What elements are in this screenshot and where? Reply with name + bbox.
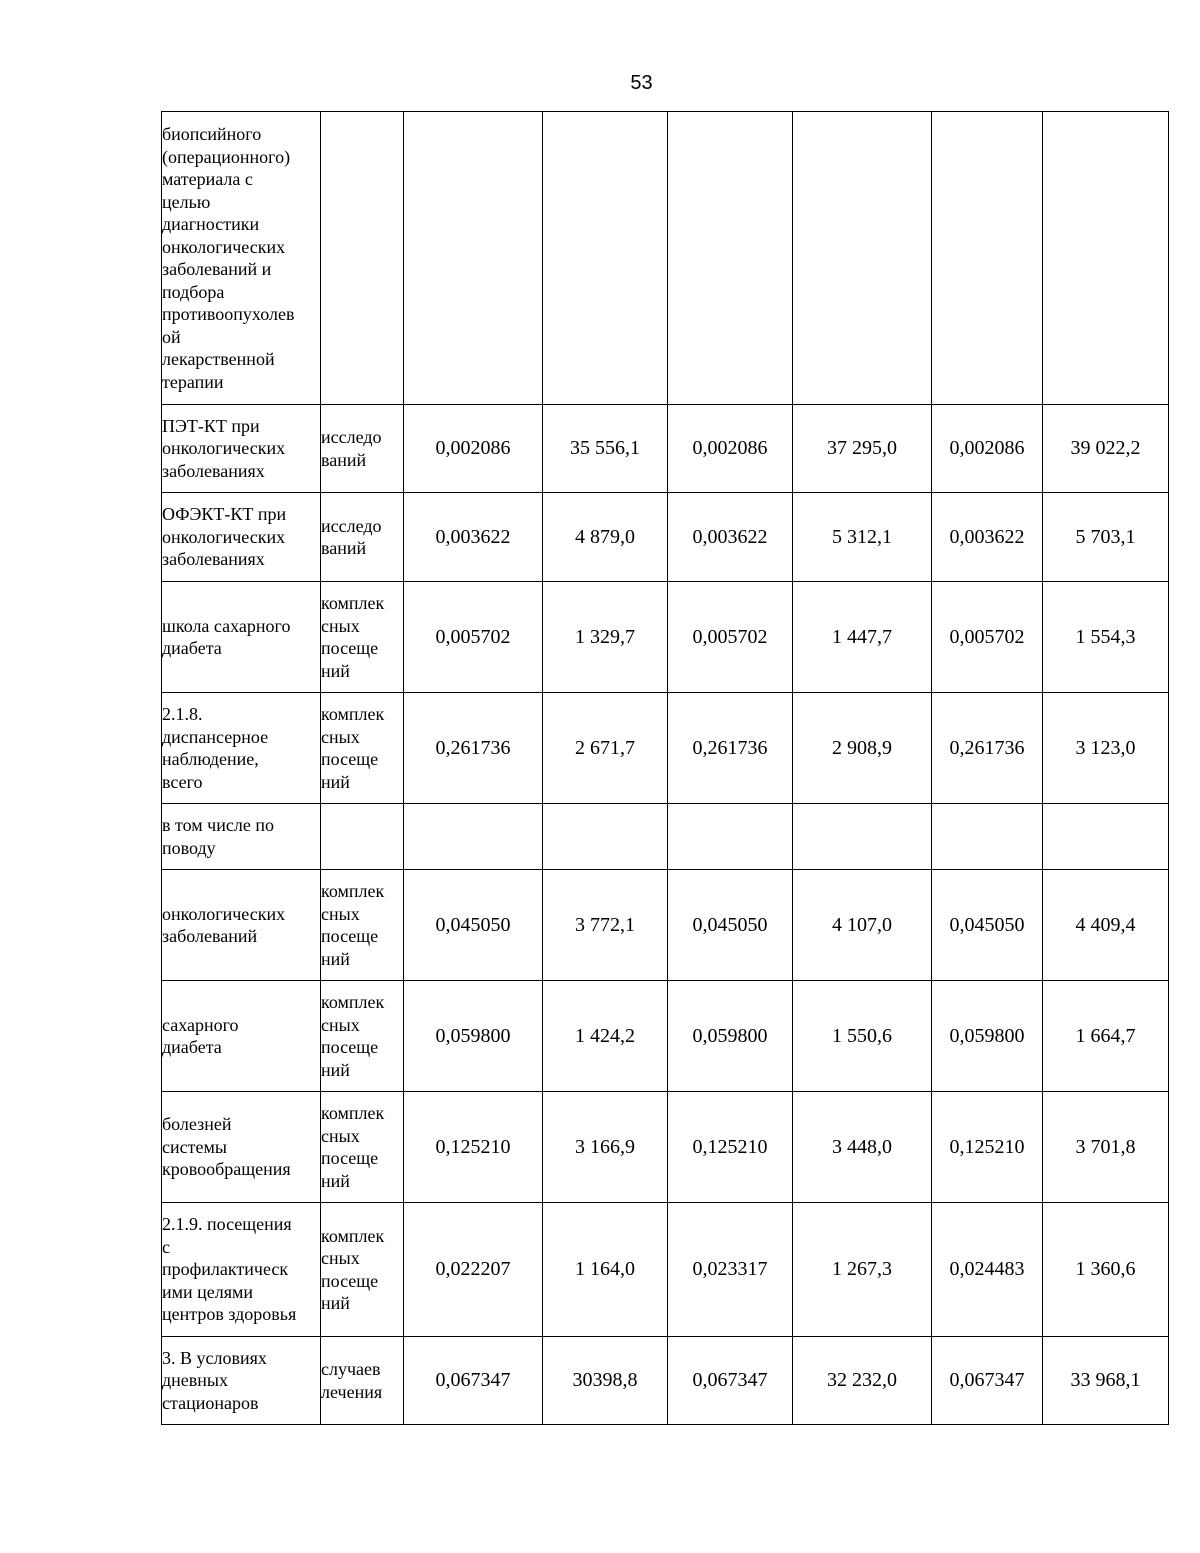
value-cell: 37 295,0 [793,405,932,493]
value-cell [932,804,1043,870]
value-cell: 0,261736 [404,693,543,804]
row-label-cell [162,1203,321,1337]
row-unit: комплек сных посеще ний [321,881,385,969]
value-cell: 35 556,1 [543,405,668,493]
unit-cell [321,981,404,1092]
unit-cell [321,870,404,981]
value-cell: 0,045050 [668,870,793,981]
value-cell: 3 123,0 [1043,693,1169,804]
row-label: онкологических заболеваний [162,903,286,946]
value-cell: 0,059800 [404,981,543,1092]
value-cell: 0,003622 [932,493,1043,582]
value-cell: 0,125210 [404,1092,543,1203]
row-unit: исследо ваний [321,515,382,558]
value-cell: 30398,8 [543,1337,668,1425]
row-label-cell [162,493,321,582]
unit-cell [321,804,404,870]
table-row [162,582,1169,693]
value-cell: 5 312,1 [793,493,932,582]
value-cell: 0,003622 [668,493,793,582]
row-unit: комплек сных посеще ний [321,704,385,792]
value-cell: 0,022207 [404,1203,543,1337]
value-cell: 4 409,4 [1043,870,1169,981]
unit-cell [321,693,404,804]
value-cell: 32 232,0 [793,1337,932,1425]
row-label-cell [162,405,321,493]
value-cell [668,804,793,870]
row-label: ОФЭКТ-КТ при онкологических заболеваниях [162,504,287,570]
unit-cell [321,493,404,582]
value-cell: 0,125210 [668,1092,793,1203]
table-row [162,1203,1169,1337]
row-label: 2.1.9. посещения с профилактическ ими целями центров здоровья [162,1214,297,1325]
value-cell [404,112,543,405]
table-row [162,981,1169,1092]
unit-cell [321,112,404,405]
row-label-cell [162,582,321,693]
row-unit: случаев лечения [321,1359,383,1402]
value-cell: 0,005702 [668,582,793,693]
value-cell: 0,125210 [932,1092,1043,1203]
row-unit: комплек сных посеще ний [321,992,385,1080]
value-cell: 1 424,2 [543,981,668,1092]
row-label-cell [162,112,321,405]
value-cell: 0,005702 [404,582,543,693]
value-cell: 2 671,7 [543,693,668,804]
value-cell [932,112,1043,405]
row-label-cell [162,1337,321,1425]
value-cell: 0,045050 [932,870,1043,981]
value-cell: 3 448,0 [793,1092,932,1203]
row-unit: комплек сных посеще ний [321,1225,385,1313]
value-cell: 3 701,8 [1043,1092,1169,1203]
row-label: 3. В условиях дневных стационаров [162,1347,267,1413]
value-cell: 0,261736 [668,693,793,804]
value-cell [1043,112,1169,405]
row-label: ПЭТ-КТ при онкологических заболеваниях [162,415,286,481]
value-cell: 0,002086 [932,405,1043,493]
value-cell: 0,002086 [668,405,793,493]
value-cell: 1 329,7 [543,582,668,693]
value-cell: 0,023317 [668,1203,793,1337]
value-cell: 0,059800 [668,981,793,1092]
row-label-cell [162,1092,321,1203]
value-cell: 1 664,7 [1043,981,1169,1092]
value-cell: 1 550,6 [793,981,932,1092]
value-cell: 0,003622 [404,493,543,582]
value-cell: 0,002086 [404,405,543,493]
value-cell [668,112,793,405]
data-table [161,111,1169,1425]
value-cell: 1 360,6 [1043,1203,1169,1337]
row-label: школа сахарного диабета [162,615,291,658]
value-cell [793,804,932,870]
row-label-cell [162,693,321,804]
value-cell: 1 447,7 [793,582,932,693]
value-cell: 0,059800 [932,981,1043,1092]
table-row [162,870,1169,981]
value-cell: 3 166,9 [543,1092,668,1203]
table-row [162,1337,1169,1425]
row-label: 2.1.8. диспансерное наблюдение, всего [162,704,269,792]
value-cell: 4 879,0 [543,493,668,582]
row-label: сахарного диабета [162,1014,239,1057]
value-cell: 0,005702 [932,582,1043,693]
value-cell [793,112,932,405]
table-row [162,693,1169,804]
row-unit: исследо ваний [321,427,382,470]
table-row [162,493,1169,582]
value-cell: 0,024483 [932,1203,1043,1337]
row-label: биопсийного (операционного) материала с целью диагностики онкологических заболеваний и подбора противоопухолев ой лекарственной терапии [162,124,295,392]
row-label-cell [162,981,321,1092]
value-cell: 0,067347 [668,1337,793,1425]
row-label-cell [162,870,321,981]
value-cell: 5 703,1 [1043,493,1169,582]
table-row [162,804,1169,870]
value-cell: 0,067347 [932,1337,1043,1425]
value-cell: 3 772,1 [543,870,668,981]
row-unit: комплек сных посеще ний [321,593,385,681]
value-cell [543,804,668,870]
unit-cell [321,1337,404,1425]
table-row [162,112,1169,405]
value-cell [543,112,668,405]
page-number: 53 [630,72,653,94]
unit-cell [321,1203,404,1337]
value-cell: 0,261736 [932,693,1043,804]
table-row [162,1092,1169,1203]
value-cell: 39 022,2 [1043,405,1169,493]
value-cell: 1 267,3 [793,1203,932,1337]
value-cell: 1 554,3 [1043,582,1169,693]
value-cell: 33 968,1 [1043,1337,1169,1425]
row-unit: комплек сных посеще ний [321,1103,385,1191]
value-cell: 1 164,0 [543,1203,668,1337]
table-row [162,405,1169,493]
unit-cell [321,1092,404,1203]
unit-cell [321,405,404,493]
value-cell [404,804,543,870]
row-label: болезней системы кровообращения [162,1114,291,1180]
row-label-cell [162,804,321,870]
row-label: в том числе по поводу [162,815,274,858]
value-cell: 2 908,9 [793,693,932,804]
value-cell: 4 107,0 [793,870,932,981]
value-cell: 0,067347 [404,1337,543,1425]
value-cell [1043,804,1169,870]
unit-cell [321,582,404,693]
value-cell: 0,045050 [404,870,543,981]
